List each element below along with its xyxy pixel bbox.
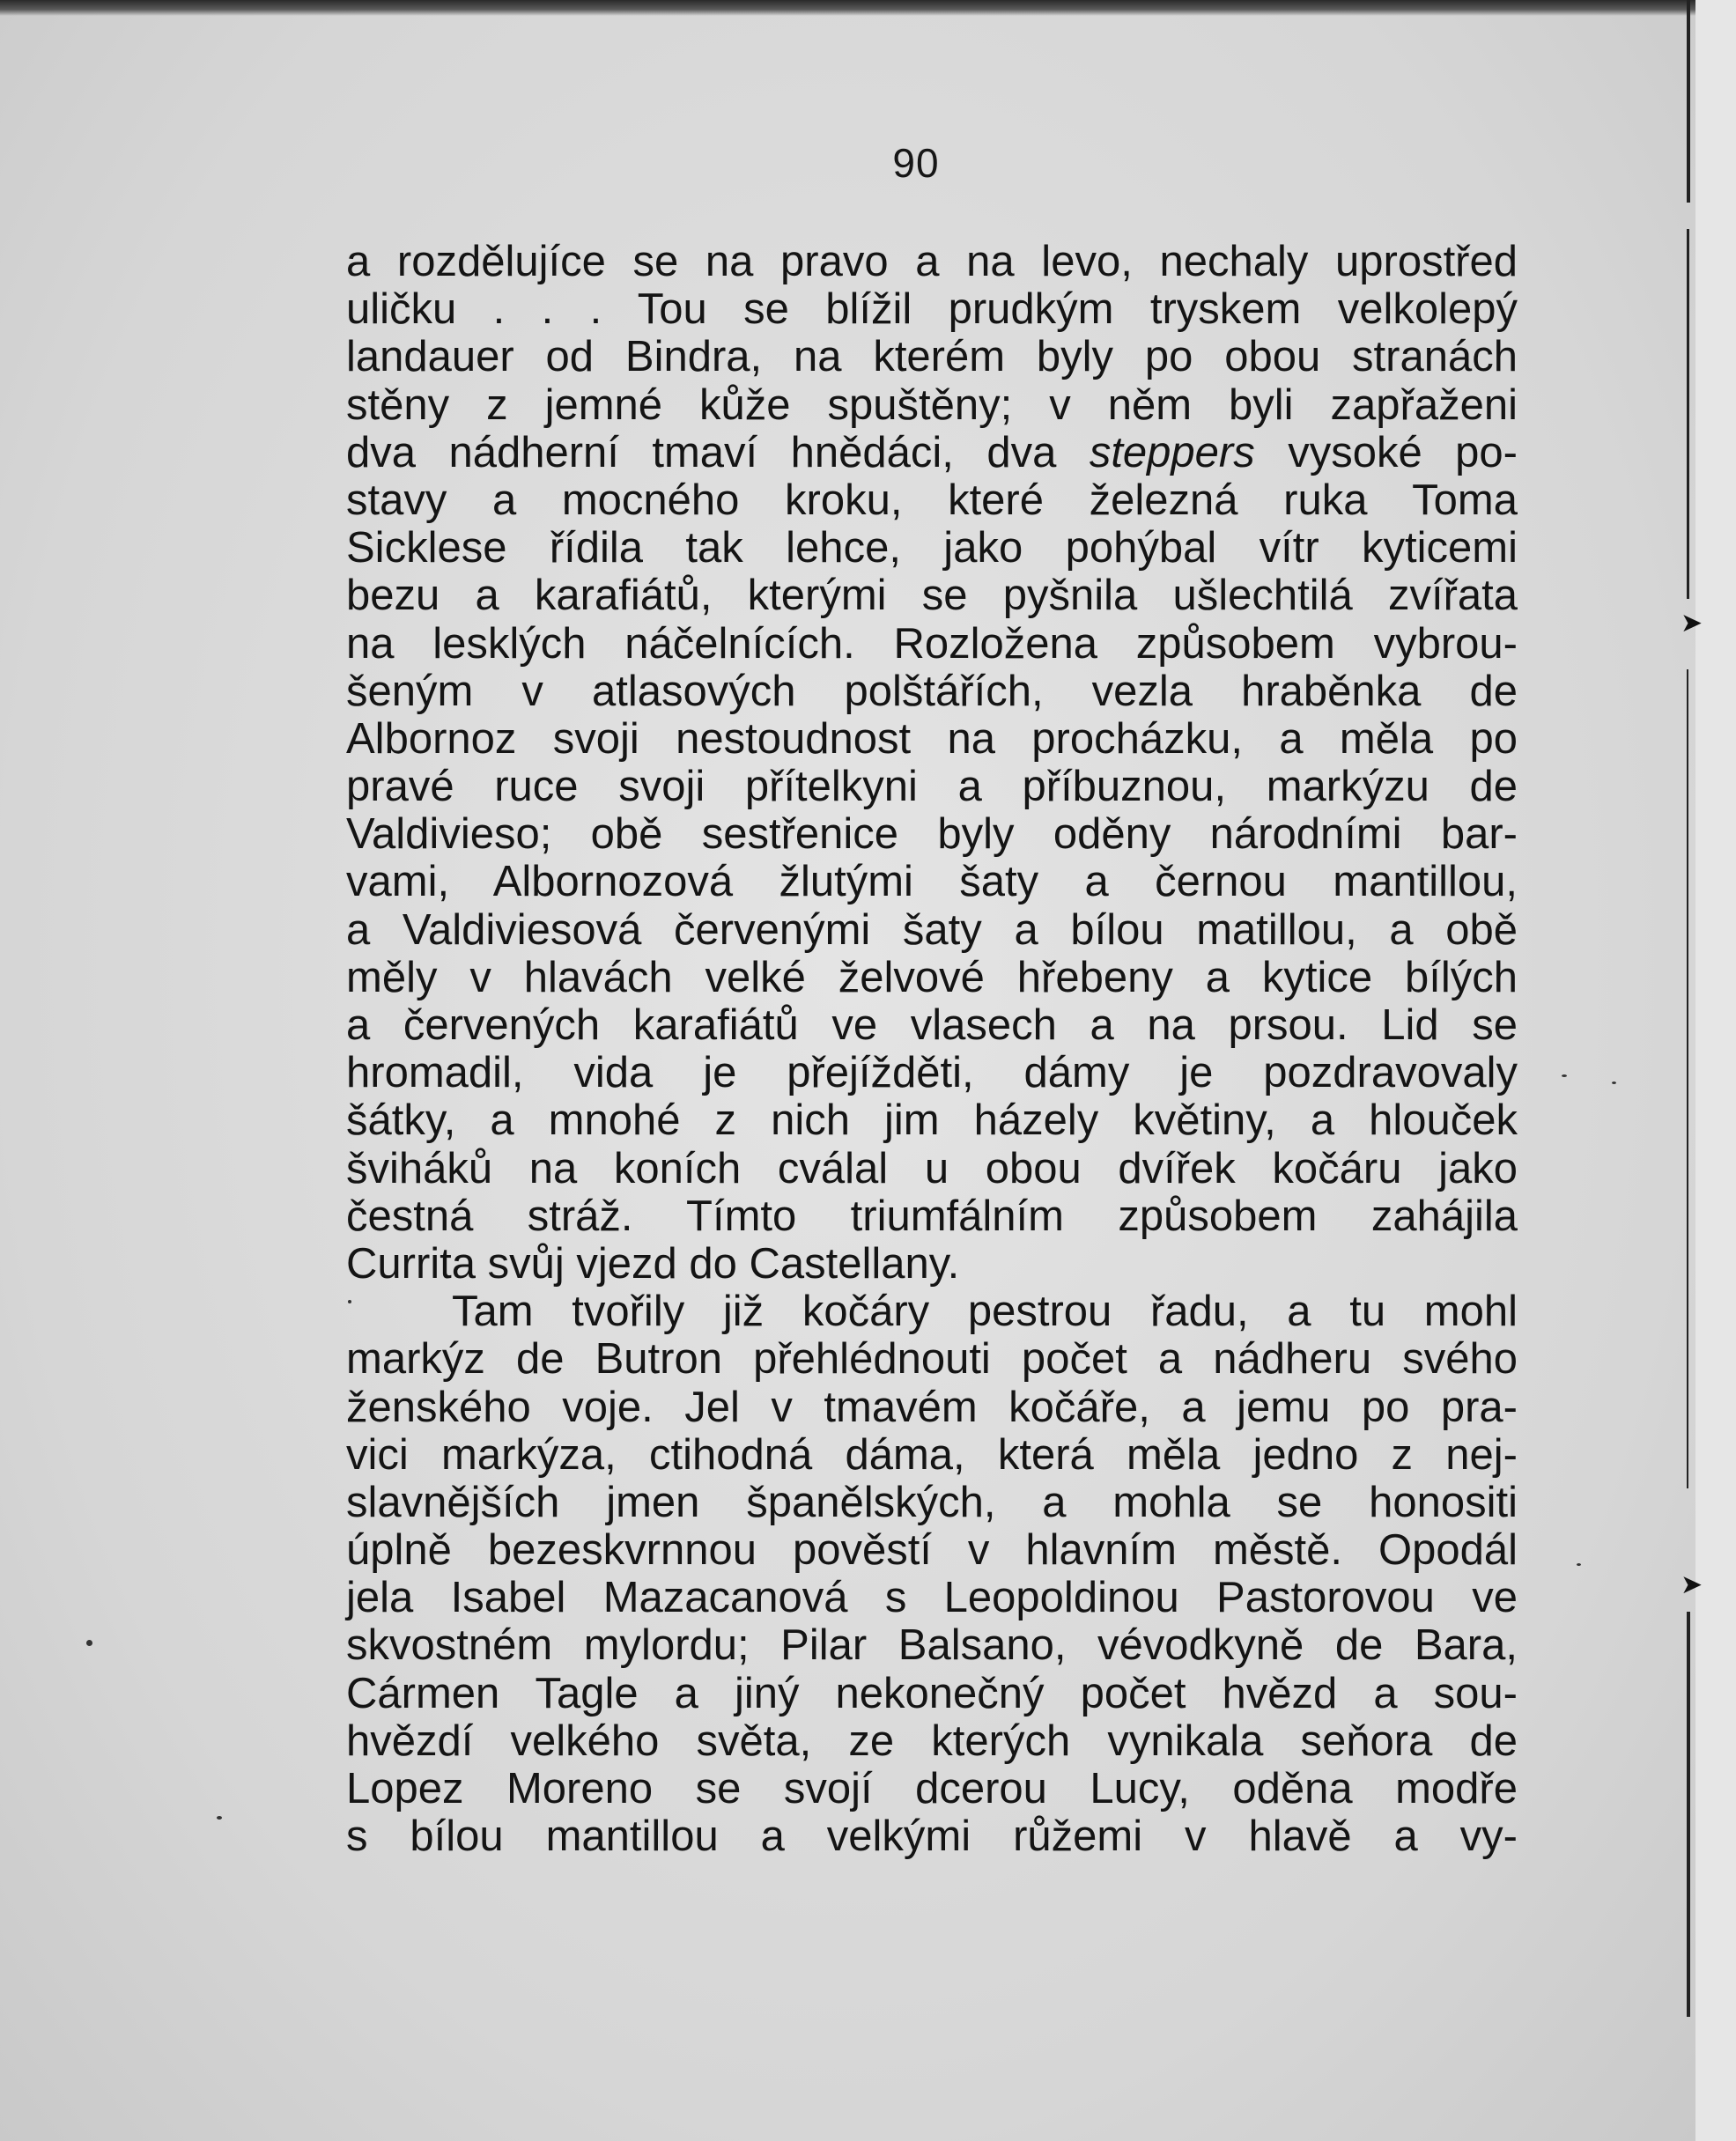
text-line-start: dva nádherní tmaví hnědáci, dva	[346, 428, 1090, 476]
scan-speck	[1612, 1082, 1616, 1084]
text-line: Sicklese řídila tak lehce, jako pohýbal vítr kyticemi	[346, 524, 1518, 572]
scan-speck	[1577, 1563, 1581, 1566]
text-line: Cármen Tagle a jiný nekonečný počet hvězd a sou-	[346, 1669, 1518, 1717]
italic-word: steppers	[1089, 428, 1255, 476]
scan-edge-rule	[1687, 0, 1690, 203]
scan-edge-rule	[1687, 669, 1688, 1488]
text-line: stavy a mocného kroku, které železná ruka Toma	[346, 476, 1518, 524]
margin-arrow-icon: ➤	[1681, 608, 1703, 639]
text-line	[346, 429, 1518, 476]
text-line: šviháků na koních cválal u obou dvířek kočáru jako	[346, 1144, 1518, 1192]
scan-top-edge	[0, 0, 1695, 16]
scan-speck	[348, 1300, 351, 1303]
scan-speck	[1562, 1074, 1567, 1077]
text-line: úplně bezeskvrnnou pověstí v hlavním městě. Opodál	[346, 1526, 1518, 1575]
text-line: šátky, a mnohé z nich jim házely květiny, a hlouček	[346, 1096, 1518, 1145]
text-line: stěny z jemné kůže spuštěny; v něm byli zapřaženi	[346, 380, 1518, 429]
scan-speck	[86, 1640, 92, 1646]
page-number: 90	[892, 140, 940, 186]
text-line: vici markýza, ctihodná dáma, která měla jedno z nej-	[346, 1430, 1518, 1479]
margin-arrow-icon: ➤	[1681, 1569, 1703, 1600]
text-line: čestná stráž. Tímto triumfálním způsobem zahájila	[346, 1192, 1518, 1240]
text-line: slavnějších jmen španělských, a mohla se honositi	[346, 1478, 1518, 1526]
text-line: na lesklých náčelnících. Rozložena způsobem vybrou-	[346, 619, 1518, 668]
scan-right-margin	[1695, 0, 1736, 2141]
text-line: hvězdí velkého světa, ze kterých vynikala seňora de	[346, 1716, 1518, 1765]
scan-edge-rule	[1687, 1612, 1690, 2017]
text-line: ženského voje. Jel v tmavém kočáře, a jemu po pra-	[346, 1383, 1518, 1431]
paragraph-first-line: Tam tvořily již kočáry pestrou řadu, a tu mohl	[452, 1288, 1518, 1336]
text-line: měly v hlavách velké želvové hřebeny a kytice bílých	[346, 953, 1518, 1001]
text-line: landauer od Bindra, na kterém byly po obou stranách	[346, 333, 1518, 381]
text-line: a rozdělujíce se na pravo a na levo, nechaly uprostřed	[346, 238, 1518, 285]
text-line: Lopez Moreno se svojí dcerou Lucy, oděna modře	[346, 1765, 1518, 1812]
text-line: a Valdiviesová červenými šaty a bílou matillou, a obě	[346, 905, 1518, 954]
text-line: pravé ruce svoji přítelkyni a příbuznou, markýzu de	[346, 763, 1518, 811]
text-line: jela Isabel Mazacanová s Leopoldinou Pastorovou ve	[346, 1574, 1518, 1622]
scan-edge-rule	[1687, 229, 1689, 599]
text-line: Albornoz svoji nestoudnost na procházku, a měla po	[346, 714, 1518, 763]
text-line: s bílou mantillou a velkými růžemi v hlavě a vy-	[346, 1812, 1518, 1861]
text-line: uličku . . . Tou se blížil prudkým tryskem velkolepý	[346, 285, 1518, 334]
text-line-end: vysoké po-	[1254, 428, 1518, 476]
text-line: vami, Albornozová žlutými šaty a černou mantillou,	[346, 858, 1518, 906]
text-line: bezu a karafiátů, kterými se pyšnila ušlechtilá zvířata	[346, 572, 1518, 620]
text-line: Valdivieso; obě sestřenice byly oděny národními bar-	[346, 810, 1518, 859]
text-line: skvostném mylordu; Pilar Balsano, vévodkyně de Bara,	[346, 1621, 1518, 1670]
scan-speck	[217, 1816, 222, 1820]
paragraph-last-line: Currita svůj vjezd do Castellany.	[346, 1239, 960, 1288]
text-line: markýz de Butron přehlédnouti počet a nádheru svého	[346, 1335, 1518, 1384]
text-line: šeným v atlasových polštářích, vezla hraběnka de	[346, 667, 1518, 715]
text-line: hromadil, vida je přejížděti, dámy je pozdravovaly	[346, 1049, 1518, 1097]
text-line: a červených karafiátů ve vlasech a na prsou. Lid se	[346, 1001, 1518, 1049]
body-text	[346, 238, 1518, 1860]
